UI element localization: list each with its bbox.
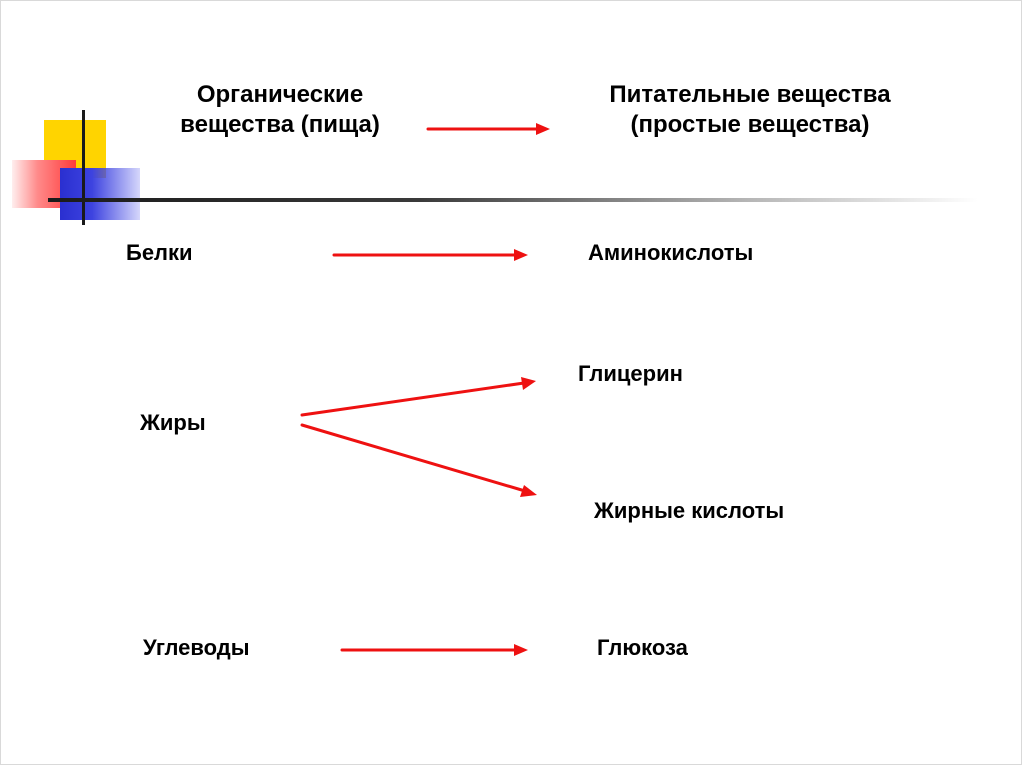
arrowhead-proteins xyxy=(514,249,528,261)
source-proteins: Белки xyxy=(126,240,193,265)
product-fatty-acids: Жирные кислоты xyxy=(594,498,785,523)
product-glycerol: Глицерин xyxy=(578,361,683,386)
arrow-fats-glycerol xyxy=(302,383,524,415)
header-right-line2: (простые вещества) xyxy=(630,111,870,138)
arrowhead-fats-fatty-acids xyxy=(520,485,537,497)
header-left-line2: вещества (пища) xyxy=(180,111,380,138)
arrowhead-carbohydrates xyxy=(514,644,528,656)
product-glucose: Глюкоза xyxy=(597,635,688,660)
arrowhead-fats-glycerol xyxy=(521,377,536,390)
source-fats: Жиры xyxy=(140,410,206,435)
arrowhead-header xyxy=(536,123,550,135)
arrow-fats-fatty-acids xyxy=(302,425,525,491)
source-carbohydrates: Углеводы xyxy=(143,635,250,660)
header-right-line1: Питательные вещества xyxy=(609,81,891,108)
product-amino-acids: Аминокислоты xyxy=(588,240,754,265)
header-left-line1: Органические xyxy=(196,81,364,108)
